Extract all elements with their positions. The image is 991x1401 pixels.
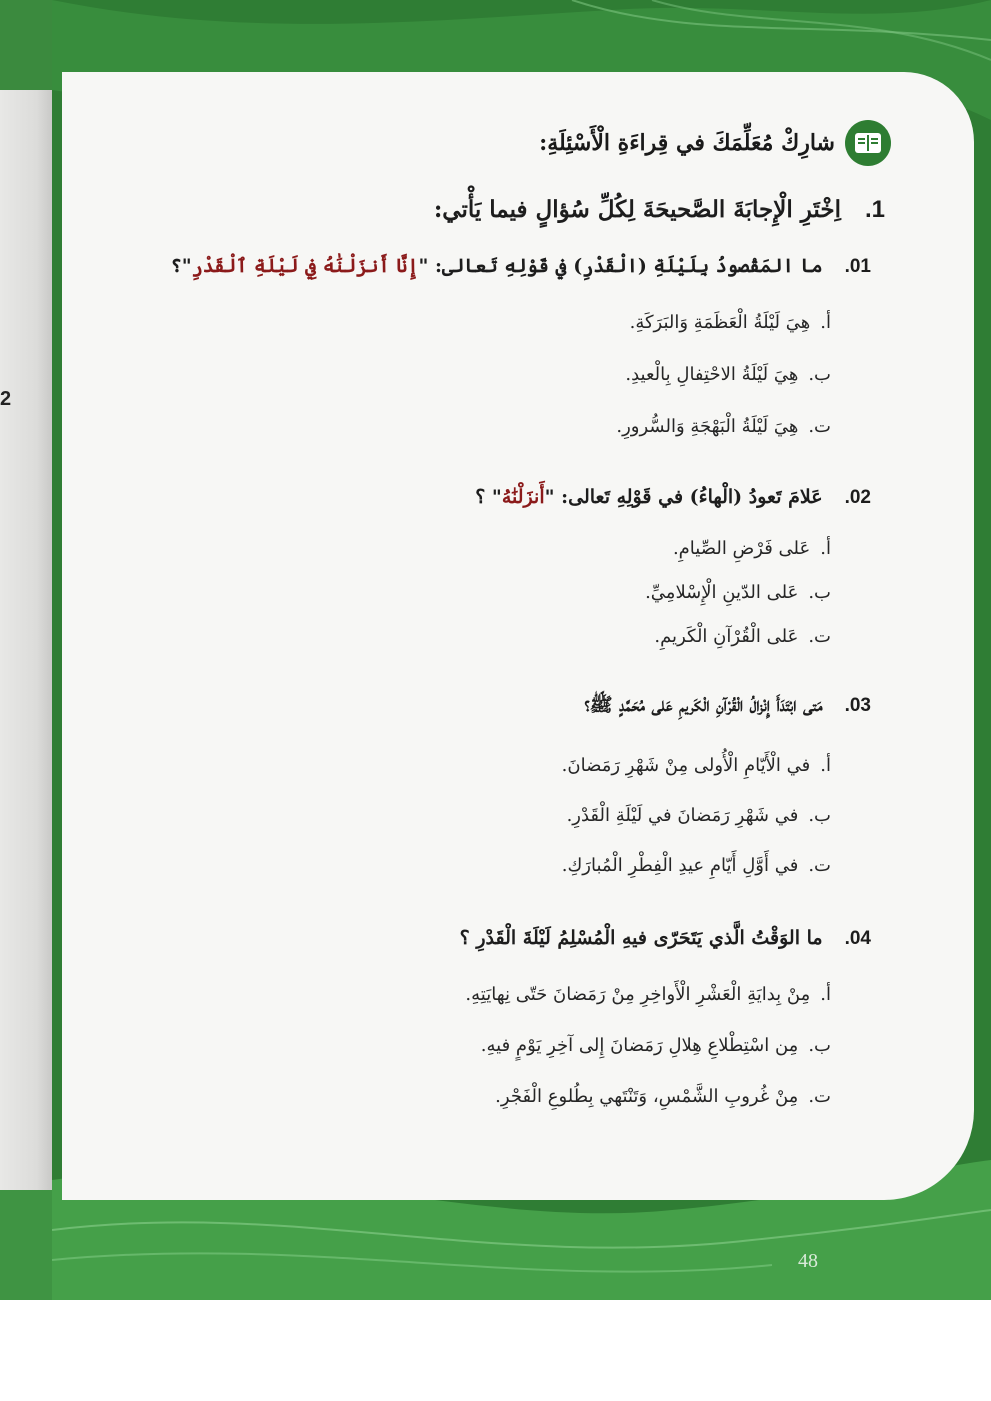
option-letter: ب. — [808, 1035, 831, 1056]
left-page-number: 2 — [0, 388, 12, 410]
question-1-option-c[interactable] — [616, 416, 831, 437]
option-letter: ت. — [808, 626, 831, 647]
option-text: عَلى الْقُرْآنِ الْكَريمِ. — [654, 626, 799, 647]
question-3 — [584, 693, 871, 721]
question-1 — [171, 255, 871, 278]
option-text: مِنْ بِدايَةِ الْعَشْرِ الْأَواخِرِ مِنْ رَمَضانَ حَتّى نِهايَتِهِ. — [465, 984, 811, 1005]
question-number: 01. — [844, 256, 871, 277]
book-icon — [845, 120, 891, 166]
page-number: 48 — [798, 1250, 818, 1272]
question-end: "؟ — [170, 255, 192, 277]
exercise-title — [434, 196, 885, 224]
option-letter: أ. — [820, 312, 831, 333]
option-text: هِيَ لَيْلَةُ الْعَظَمَةِ وَالبَرَكَةِ. — [629, 312, 811, 333]
option-text: عَلى فَرْضِ الصِّيامِ. — [672, 538, 811, 559]
option-text: عَلى الدّينِ الْإِسْلامِيِّ. — [645, 582, 799, 603]
option-text: مِنْ غُروبِ الشَّمْسِ، وَتَنْتَهي بِطُلوعِ الْفَجْرِ. — [495, 1086, 799, 1107]
question-4-option-c[interactable] — [495, 1086, 831, 1107]
option-letter: ب. — [808, 364, 831, 385]
quran-quote: إِنَّا أَنزَلْنَٰهُ فِي لَيْلَةِ ٱلْقَدْرِ — [191, 255, 419, 277]
question-1-option-a[interactable] — [630, 312, 831, 333]
question-number: 04. — [844, 928, 871, 949]
exercise-instruction: اِخْتَرِ الْإِجابَةَ الصَّحيحَةَ لِكُلِّ سُؤالٍ فيما يَأْتي: — [433, 196, 841, 223]
content-card — [62, 72, 974, 1200]
question-2-option-a[interactable] — [673, 538, 831, 559]
question-3-option-c[interactable] — [562, 855, 831, 876]
option-letter: ب. — [808, 805, 831, 826]
left-page-green-header — [0, 0, 52, 90]
header-title: شارِكْ مُعَلِّمَكَ في قِراءَةِ الْأَسْئِلَةِ: — [539, 130, 835, 156]
option-letter: أ. — [820, 538, 831, 559]
question-text: ما الوَقْتُ الَّذي يَتَحَرّى فيهِ الْمُسْلِمُ لَيْلَةَ الْقَدْرِ ؟ — [459, 927, 823, 949]
left-page-green-footer — [0, 1190, 52, 1300]
scan-background — [0, 1300, 991, 1401]
left-facing-page — [0, 0, 52, 1300]
question-text: عَلامَ تَعودُ (الْهاءُ) في قَوْلِهِ تَعالى: " — [544, 486, 823, 508]
option-text: في أَوَّلِ أَيّامِ عيدِ الْفِطْرِ الْمُبارَكِ. — [561, 855, 799, 876]
question-number: 03. — [844, 695, 871, 716]
option-letter: ت. — [808, 416, 831, 437]
question-text: ما المَقْصودُ بِلَيْلَةِ (الْقَدْرِ) في قَوْلِهِ تَعالى: " — [418, 255, 823, 277]
question-2-option-c[interactable] — [654, 626, 831, 647]
question-end: " ؟ — [475, 486, 502, 508]
quran-quote: أَنزَلْنَٰهُ — [501, 486, 545, 508]
question-number: 02. — [844, 487, 871, 508]
option-text: في الْأَيّامِ الْأُولى مِنْ شَهْرِ رَمَضانَ. — [561, 755, 811, 776]
option-letter: ت. — [808, 855, 831, 876]
option-letter: أ. — [820, 755, 831, 776]
option-text: في شَهْرِ رَمَضانَ في لَيْلَةِ الْقَدْرِ. — [566, 805, 799, 826]
question-3-option-a[interactable] — [562, 755, 831, 776]
option-letter: ب. — [808, 582, 831, 603]
question-1-option-b[interactable] — [625, 364, 831, 385]
question-4-option-b[interactable] — [481, 1035, 831, 1056]
question-2 — [475, 486, 871, 509]
section-header — [539, 120, 891, 166]
option-text: مِن اسْتِطْلاعِ هِلالِ رَمَضانَ إِلى آخِرِ يَوْمٍ فيهِ. — [480, 1035, 799, 1056]
question-4 — [460, 927, 871, 950]
exercise-number: 1. — [864, 196, 885, 223]
option-text: هِيَ لَيْلَةُ الاحْتِفالِ بِالْعيدِ. — [625, 364, 799, 385]
question-4-option-a[interactable] — [465, 984, 831, 1005]
question-text: مَتى ابْتَدَأَ إِنْزالُ الْقُرْآنِ الْكَريمِ عَلى مُحَمَّدٍ ﷺ؟ — [584, 694, 823, 716]
option-letter: ت. — [808, 1086, 831, 1107]
option-letter: أ. — [820, 984, 831, 1005]
question-3-option-b[interactable] — [567, 805, 831, 826]
question-2-option-b[interactable] — [645, 582, 831, 603]
option-text: هِيَ لَيْلَةُ الْبَهْجَةِ وَالسُّرورِ. — [616, 416, 799, 437]
